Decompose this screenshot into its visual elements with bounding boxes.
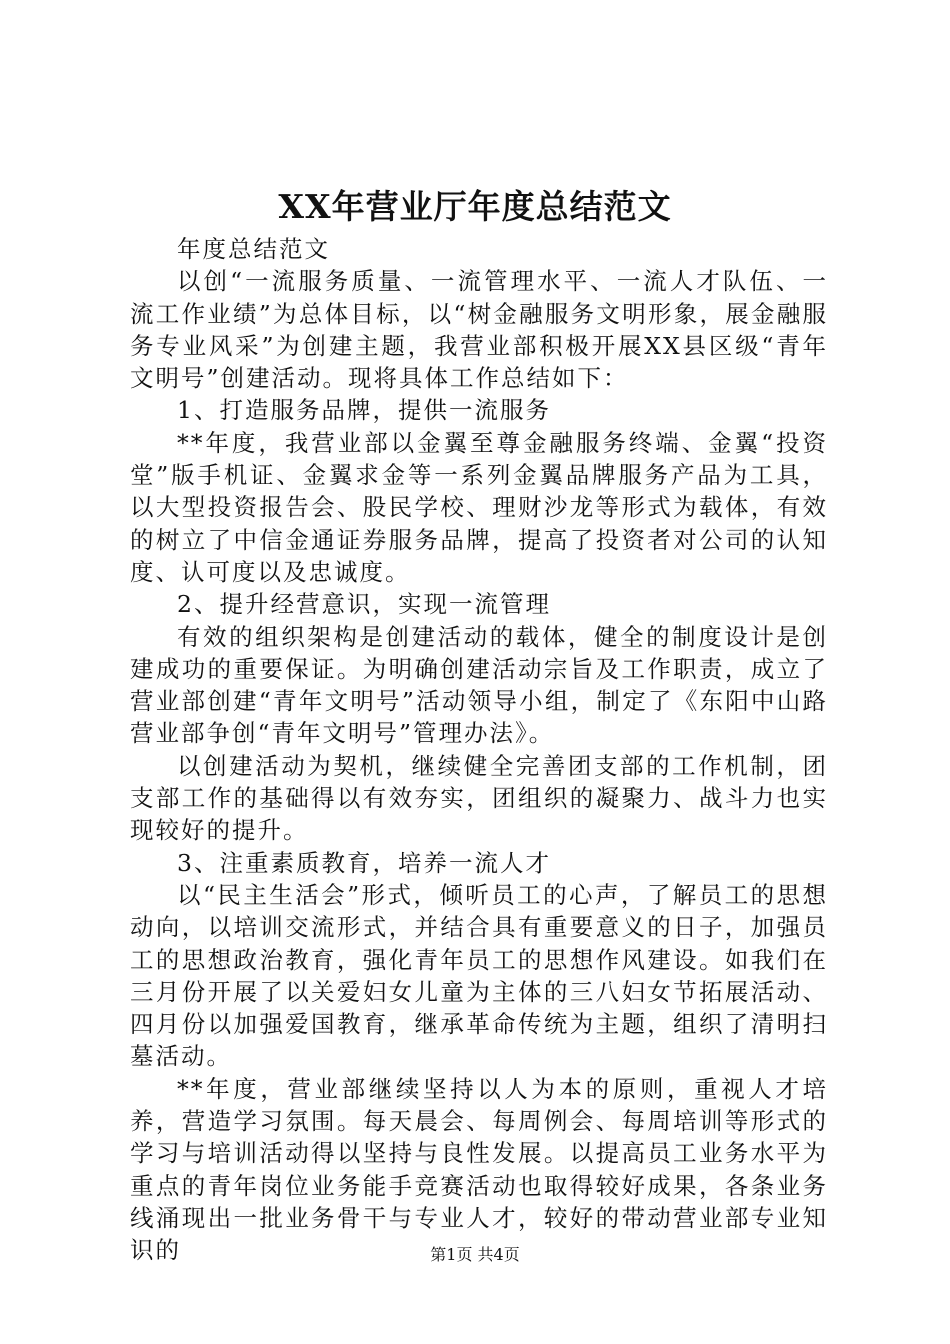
document-body [130,233,828,1267]
page-footer: 第1页 共4页 [430,1245,520,1264]
section-heading-3: 3、注重素质教育，培养一流人才 [177,848,551,877]
section-heading-1: 1、打造服务品牌，提供一流服务 [177,396,551,425]
document-title: XX年营业厅年度总结范文 [278,187,672,226]
paragraph-education: 以“民主生活会”形式，倾听员工的心声，了解员工的思想动向，以培训交流形式，并结合具有重要意义的日子，加强员工的思想政治教育，强化青年员工的思想作风建设。如我们在三月份开展了以关爱妇女儿童为主体的三八妇女节拓展活动、四月份以加强爱国教育，继承革命传统为主题，组织了清明扫墓活动。 [130,880,828,1071]
paragraph-talent: **年度，营业部继续坚持以人为本的原则，重视人才培养，营造学习氛围。每天晨会、每周例会、每周培训等形式的学习与培训活动得以坚持与良性发展。以提高员工业务水平为重点的青年岗位业务能手竞赛活动也取得较好成果，各条业务线涌现出一批业务骨干与专业人才，较好的带动营业部专业知识的 [130,1074,828,1265]
paragraph-intro: 以创“一流服务质量、一流管理水平、一流人才队伍、一流工作业绩”为总体目标，以“树金融服务文明形象，展金融服务专业风采”为创建主题，我营业部积极开展XX县区级“青年文明号”创建活动。现将具体工作总结如下： [130,267,828,393]
paragraph-league-branch: 以创建活动为契机，继续健全完善团支部的工作机制，团支部工作的基础得以有效夯实，团组织的凝聚力、战斗力也实现较好的提升。 [130,751,828,845]
paragraph-organization: 有效的组织架构是创建活动的载体，健全的制度设计是创建成功的重要保证。为明确创建活动宗旨及工作职责，成立了营业部创建“青年文明号”活动领导小组，制定了《东阳中山路营业部争创“青年文明号”管理办法》。 [130,622,828,748]
paragraph-brand: **年度，我营业部以金翼至尊金融服务终端、金翼“投资堂”版手机证、金翼求金等一系列金翼品牌服务产品为工具，以大型投资报告会、股民学校、理财沙龙等形式为载体，有效的树立了中信金通证券服务品牌，提高了投资者对公司的认知度、认可度以及忠诚度。 [130,428,828,586]
paragraph-subtitle: 年度总结范文 [177,235,330,263]
section-heading-2: 2、提升经营意识，实现一流管理 [177,590,551,619]
